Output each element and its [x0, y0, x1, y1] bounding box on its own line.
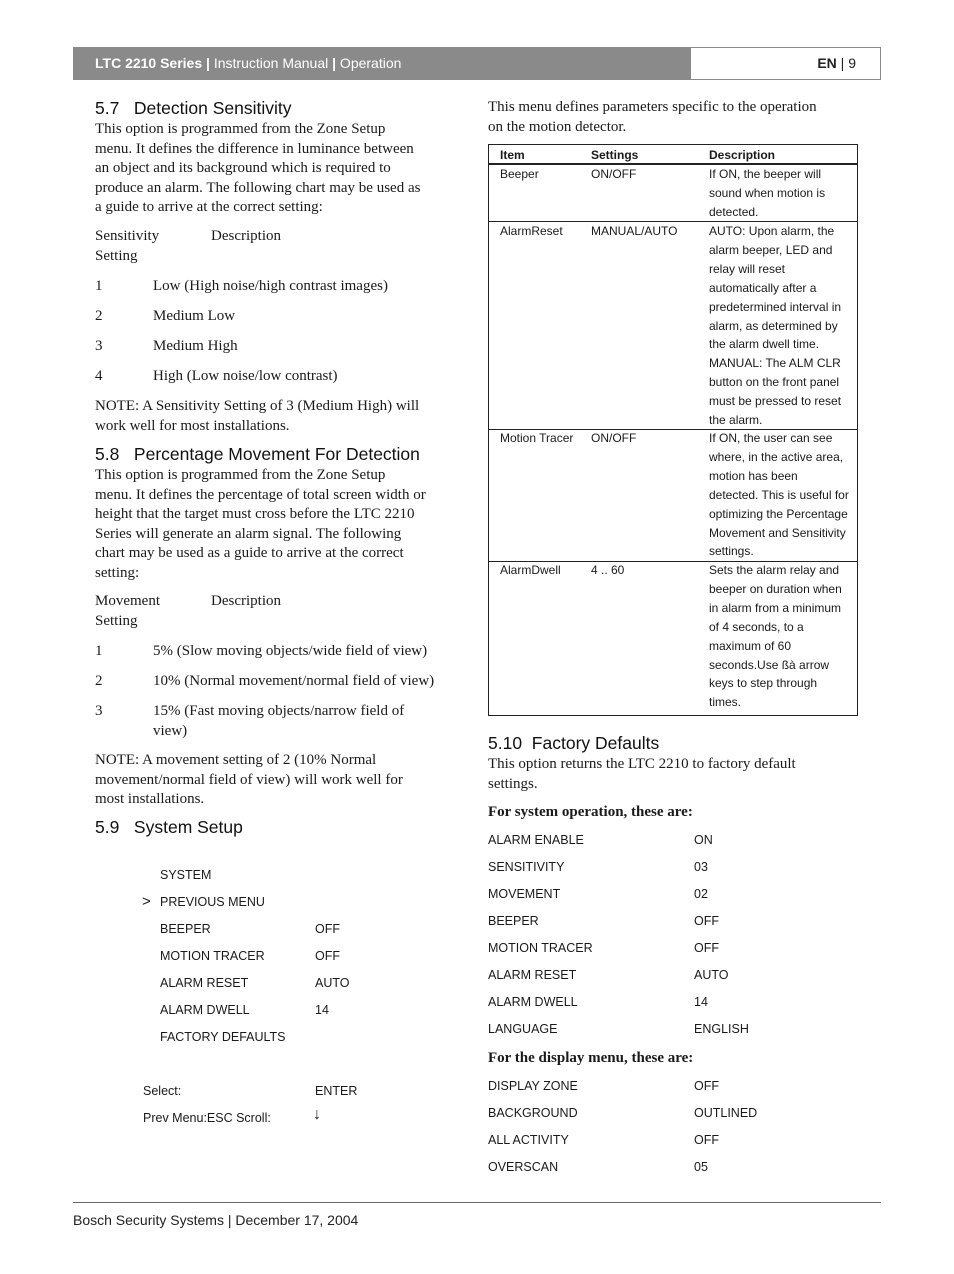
default-key: ALARM RESET	[488, 968, 577, 982]
section-number: 5.9	[95, 817, 120, 837]
body-line: menu. It defines the difference in luminance between	[95, 140, 414, 157]
description-col-header: Description	[211, 593, 281, 609]
sensitivity-row-description: Medium Low	[153, 308, 236, 324]
default-value: ON	[694, 833, 713, 847]
desc-line: times.	[709, 695, 742, 710]
desc-line: settings.	[709, 544, 754, 559]
movement-row-number: 2	[95, 673, 103, 689]
table-header-item: Item	[500, 148, 525, 162]
body-line: an object and its background which is required to	[95, 160, 391, 176]
menu-item-value: 14	[315, 1003, 329, 1017]
desc-line: keys to step through	[709, 676, 818, 691]
section-number: 5.10	[488, 733, 523, 753]
note-line: NOTE: A Sensitivity Setting of 3 (Medium High) will	[95, 398, 420, 414]
header-manual: Instruction Manual	[209, 55, 333, 71]
table-cell-settings: MANUAL/AUTO	[591, 224, 678, 238]
select-value: ENTER	[315, 1084, 358, 1098]
page-header	[73, 47, 881, 80]
default-value: ENGLISH	[694, 1022, 749, 1036]
menu-item-label: BEEPER	[160, 922, 211, 936]
footer-divider	[73, 1202, 881, 1203]
section-5-7-note	[95, 397, 419, 436]
desc-line: sound when motion is	[709, 185, 826, 200]
section-5-7-heading	[95, 98, 292, 119]
desc-line: If ON, the beeper will	[709, 167, 822, 181]
row-description-line: 15% (Fast moving objects/narrow field of	[153, 703, 405, 719]
section-title: System Setup	[133, 817, 243, 837]
menu-title: SYSTEM	[160, 868, 212, 882]
movement-row-number: 1	[95, 643, 103, 659]
system-defaults-heading: For system operation, these are:	[488, 804, 693, 820]
default-key: MOTION TRACER	[488, 941, 593, 955]
header-separator: |	[332, 55, 337, 71]
table-cell-settings: ON/OFF	[591, 431, 637, 445]
default-value: OFF	[694, 1133, 719, 1147]
section-title: Percentage Movement For Detection	[133, 444, 420, 464]
sensitivity-row-number: 1	[95, 278, 103, 294]
body-line: settings.	[488, 775, 538, 792]
default-value: OUTLINED	[694, 1106, 758, 1120]
desc-line: motion has been	[709, 468, 798, 483]
intro-line: This menu defines parameters specific to the operation	[488, 99, 817, 115]
body-line: setting:	[95, 564, 140, 581]
col1-header: Movement	[95, 593, 160, 609]
desc-line: AUTO: Upon alarm, the	[709, 224, 835, 238]
note-line: work well for most installations.	[95, 417, 290, 434]
default-value: 02	[694, 887, 708, 901]
row-description-line: view)	[153, 722, 188, 739]
sensitivity-row-description: Low (High noise/high contrast images)	[153, 278, 388, 294]
header-language: EN	[817, 55, 837, 71]
body-line: This option is programmed from the Zone Setup	[95, 467, 386, 483]
default-key: LANGUAGE	[488, 1022, 558, 1036]
desc-line: Movement and Sensitivity	[709, 525, 846, 540]
col1-header-line2: Setting	[95, 612, 138, 629]
desc-line: relay will reset	[709, 261, 786, 276]
sensitivity-row-description: Medium High	[153, 338, 238, 354]
table-cell-settings: 4 .. 60	[591, 563, 625, 577]
header-series: LTC 2210 Series |	[95, 55, 210, 71]
table-cell-description	[709, 561, 842, 712]
table-cell-item: Beeper	[500, 167, 539, 181]
sensitivity-col-header	[95, 227, 159, 266]
default-value: OFF	[694, 914, 719, 928]
section-number: 5.8	[95, 444, 120, 464]
default-key: ALARM ENABLE	[488, 833, 584, 847]
desc-line: of 4 seconds, to a	[709, 619, 804, 634]
table-cell-description	[709, 429, 849, 561]
table-cell-item: AlarmReset	[500, 224, 563, 238]
menu-item-label: MOTION TRACER	[160, 949, 265, 963]
sensitivity-row-number: 4	[95, 368, 103, 384]
body-line: a guide to arrive at the correct setting:	[95, 199, 323, 215]
table-cell-item: Motion Tracer	[500, 431, 574, 445]
header-section: Operation	[336, 55, 402, 71]
sensitivity-row-number: 2	[95, 308, 103, 324]
body-line: This option is programmed from the Zone Setup	[95, 121, 386, 137]
desc-line: predetermined interval in	[709, 299, 842, 314]
menu-item-label: FACTORY DEFAULTS	[160, 1030, 286, 1044]
menu-item-value: OFF	[315, 922, 340, 936]
default-value: 05	[694, 1160, 708, 1174]
default-value: OFF	[694, 941, 719, 955]
select-label: Select:	[143, 1084, 182, 1098]
sensitivity-row-description: High (Low noise/low contrast)	[153, 368, 338, 384]
default-key: MOVEMENT	[488, 887, 561, 901]
desc-line: automatically after a	[709, 280, 817, 295]
body-line: menu. It defines the percentage of total screen width or	[95, 486, 426, 503]
section-5-7-body	[95, 120, 420, 218]
body-line: chart may be used as a guide to arrive at the correct	[95, 545, 404, 561]
description-col-header: Description	[211, 228, 281, 244]
table-cell-settings: ON/OFF	[591, 167, 637, 181]
movement-row-description: 5% (Slow moving objects/wide field of view)	[153, 643, 428, 659]
desc-line: must be pressed to reset	[709, 394, 842, 409]
default-key: BACKGROUND	[488, 1106, 578, 1120]
note-line: movement/normal field of view) will work well for	[95, 771, 403, 788]
table-cell-description	[709, 222, 841, 430]
section-5-8-body	[95, 466, 426, 583]
header-title-bar	[73, 47, 690, 80]
col1-header-line2: Setting	[95, 247, 138, 264]
default-key: SENSITIVITY	[488, 860, 565, 874]
desc-line: in alarm from a minimum	[709, 600, 842, 615]
body-line: produce an alarm. The following chart may be used as	[95, 179, 421, 196]
table-intro	[488, 98, 817, 137]
body-line: height that the target must cross before the LTC 2210	[95, 506, 415, 522]
desc-line: alarm, as determined by	[709, 318, 838, 333]
note-line: most installations.	[95, 791, 205, 807]
movement-row-number: 3	[95, 703, 103, 719]
movement-row-description	[153, 702, 404, 741]
default-value: OFF	[694, 1079, 719, 1093]
footer-text: Bosch Security Systems | December 17, 2004	[73, 1212, 359, 1228]
section-5-8-heading	[95, 444, 420, 465]
menu-cursor: >	[142, 893, 151, 910]
section-5-8-note	[95, 751, 403, 810]
section-number: 5.7	[95, 98, 120, 118]
desc-line: the alarm.	[709, 413, 763, 428]
desc-line: the alarm dwell time.	[709, 337, 820, 352]
desc-line: button on the front panel	[709, 375, 840, 390]
header-page-number: | 9	[836, 55, 856, 71]
table-cell-description	[709, 165, 825, 222]
menu-item-label: ALARM DWELL	[160, 1003, 250, 1017]
default-key: ALL ACTIVITY	[488, 1133, 569, 1147]
display-defaults-heading: For the display menu, these are:	[488, 1050, 694, 1066]
section-5-9-heading	[95, 817, 243, 838]
body-line: This option returns the LTC 2210 to factory default	[488, 756, 796, 772]
menu-item-value: AUTO	[315, 976, 350, 990]
default-value: AUTO	[694, 968, 729, 982]
note-line: NOTE: A movement setting of 2 (10% Normal	[95, 752, 377, 768]
sensitivity-row-number: 3	[95, 338, 103, 354]
desc-line: If ON, the user can see	[709, 431, 833, 445]
default-key: BEEPER	[488, 914, 539, 928]
table-header-settings: Settings	[591, 148, 639, 162]
movement-row-description: 10% (Normal movement/normal field of view)	[153, 673, 435, 689]
settings-table	[488, 144, 858, 716]
section-5-10-body	[488, 755, 796, 794]
desc-line: seconds.Use ßà arrow	[709, 657, 830, 672]
default-value: 03	[694, 860, 708, 874]
desc-line: where, in the active area,	[709, 449, 844, 464]
scroll-down-arrow-icon: ↓	[313, 1106, 321, 1123]
menu-item-value: OFF	[315, 949, 340, 963]
desc-line: MANUAL: The ALM CLR	[709, 356, 841, 371]
intro-line: on the motion detector.	[488, 118, 627, 135]
menu-item-label: PREVIOUS MENU	[160, 895, 265, 909]
default-key: DISPLAY ZONE	[488, 1079, 578, 1093]
movement-col-header	[95, 592, 160, 631]
col1-header: Sensitivity	[95, 228, 160, 244]
body-line: Series will generate an alarm signal. The following	[95, 525, 402, 542]
desc-line: detected.	[709, 204, 759, 219]
table-header-description: Description	[709, 148, 776, 162]
desc-line: maximum of 60	[709, 638, 792, 653]
desc-line: beeper on duration when	[709, 581, 842, 596]
menu-item-label: ALARM RESET	[160, 976, 249, 990]
header-page-box	[690, 47, 881, 80]
table-cell-item: AlarmDwell	[500, 563, 561, 577]
default-value: 14	[694, 995, 708, 1009]
desc-line: optimizing the Percentage	[709, 506, 848, 521]
section-title: Detection Sensitivity	[133, 98, 292, 118]
desc-line: Sets the alarm relay and	[709, 563, 840, 577]
desc-line: detected. This is useful for	[709, 487, 849, 502]
default-key: OVERSCAN	[488, 1160, 559, 1174]
desc-line: alarm beeper, LED and	[709, 242, 833, 257]
default-key: ALARM DWELL	[488, 995, 578, 1009]
prev-menu-label: Prev Menu:ESC Scroll:	[143, 1111, 271, 1125]
section-5-10-heading	[488, 733, 659, 754]
section-title: Factory Defaults	[531, 733, 660, 753]
